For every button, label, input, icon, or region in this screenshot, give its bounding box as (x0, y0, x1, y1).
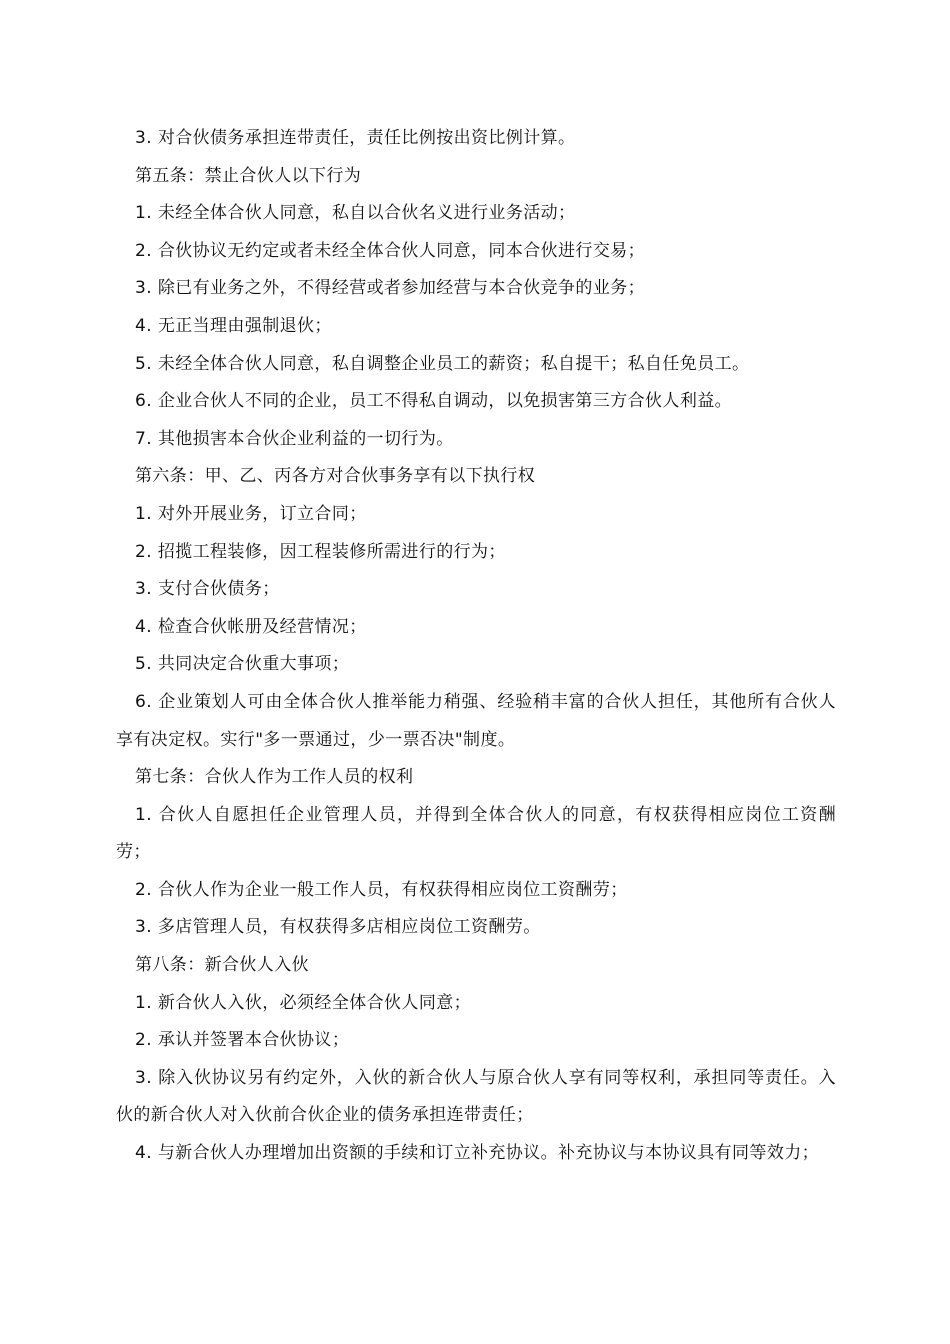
list-item-5: 5. 未经全体合伙人同意，私自调整企业员工的薪资；私自提干；私自任免员工。 (135, 353, 750, 374)
list-item-2: 2. 招揽工程装修，因工程装修所需进行的行为； (135, 541, 506, 562)
list-item-7: 7. 其他损害本合伙企业利益的一切行为。 (135, 428, 454, 449)
list-item-1: 1. 新合伙人入伙，必须经全体合伙人同意； (135, 992, 472, 1013)
list-item-3: 3. 除已有业务之外，不得经营或者参加经营与本合伙竞争的业务； (135, 278, 646, 299)
document-body (116, 120, 836, 1173)
list-item-3: 3. 支付合伙债务； (135, 579, 280, 600)
article-5-heading: 第五条：禁止合伙人以下行为 (135, 165, 362, 186)
list-item-5: 5. 共同决定合伙重大事项； (135, 654, 350, 675)
list-item-4: 4. 无正当理由强制退伙； (135, 315, 332, 336)
list-item-2: 2. 承认并签署本合伙协议； (135, 1030, 350, 1051)
list-item-2: 2. 合伙协议无约定或者未经全体合伙人同意，同本合伙进行交易； (135, 240, 646, 261)
list-item-3-joint-liability: 3. 对合伙债务承担连带责任，责任比例按出资比例计算。 (135, 128, 576, 148)
article-7-heading: 第七条：合伙人作为工作人员的权利 (135, 767, 414, 788)
list-item-6: 6. 企业合伙人不同的企业，员工不得私自调动，以免损害第三方合伙人利益。 (135, 391, 733, 412)
list-item-1: 1. 合伙人自愿担任企业管理人员，并得到全体合伙人的同意，有权获得相应岗位工资酬劳； (116, 804, 836, 863)
list-item-4: 4. 检查合伙帐册及经营情况； (135, 616, 367, 637)
list-item-2: 2. 合伙人作为企业一般工作人员，有权获得相应岗位工资酬劳； (135, 879, 628, 900)
list-item-6: 6. 企业策划人可由全体合伙人推举能力稍强、经验稍丰富的合伙人担任，其他所有合伙人享有决定权。实行"多一票通过，少一票否决"制度。 (116, 691, 836, 750)
list-item-1: 1. 未经全体合伙人同意，私自以合伙名义进行业务活动； (135, 203, 576, 224)
article-8-heading: 第八条：新合伙人入伙 (135, 955, 309, 976)
list-item-3: 3. 除入伙协议另有约定外，入伙的新合伙人与原合伙人享有同等权利，承担同等责任。入伙的新合伙人对入伙前合伙企业的债务承担连带责任； (116, 1067, 836, 1126)
list-item-4: 4. 与新合伙人办理增加出资额的手续和订立补充协议。补充协议与本协议具有同等效力； (135, 1143, 820, 1164)
list-item-1: 1. 对外开展业务，订立合同； (135, 503, 367, 524)
article-6-heading: 第六条：甲、乙、丙各方对合伙事务享有以下执行权 (135, 466, 536, 487)
list-item-3: 3. 多店管理人员，有权获得多店相应岗位工资酬劳。 (135, 917, 541, 938)
